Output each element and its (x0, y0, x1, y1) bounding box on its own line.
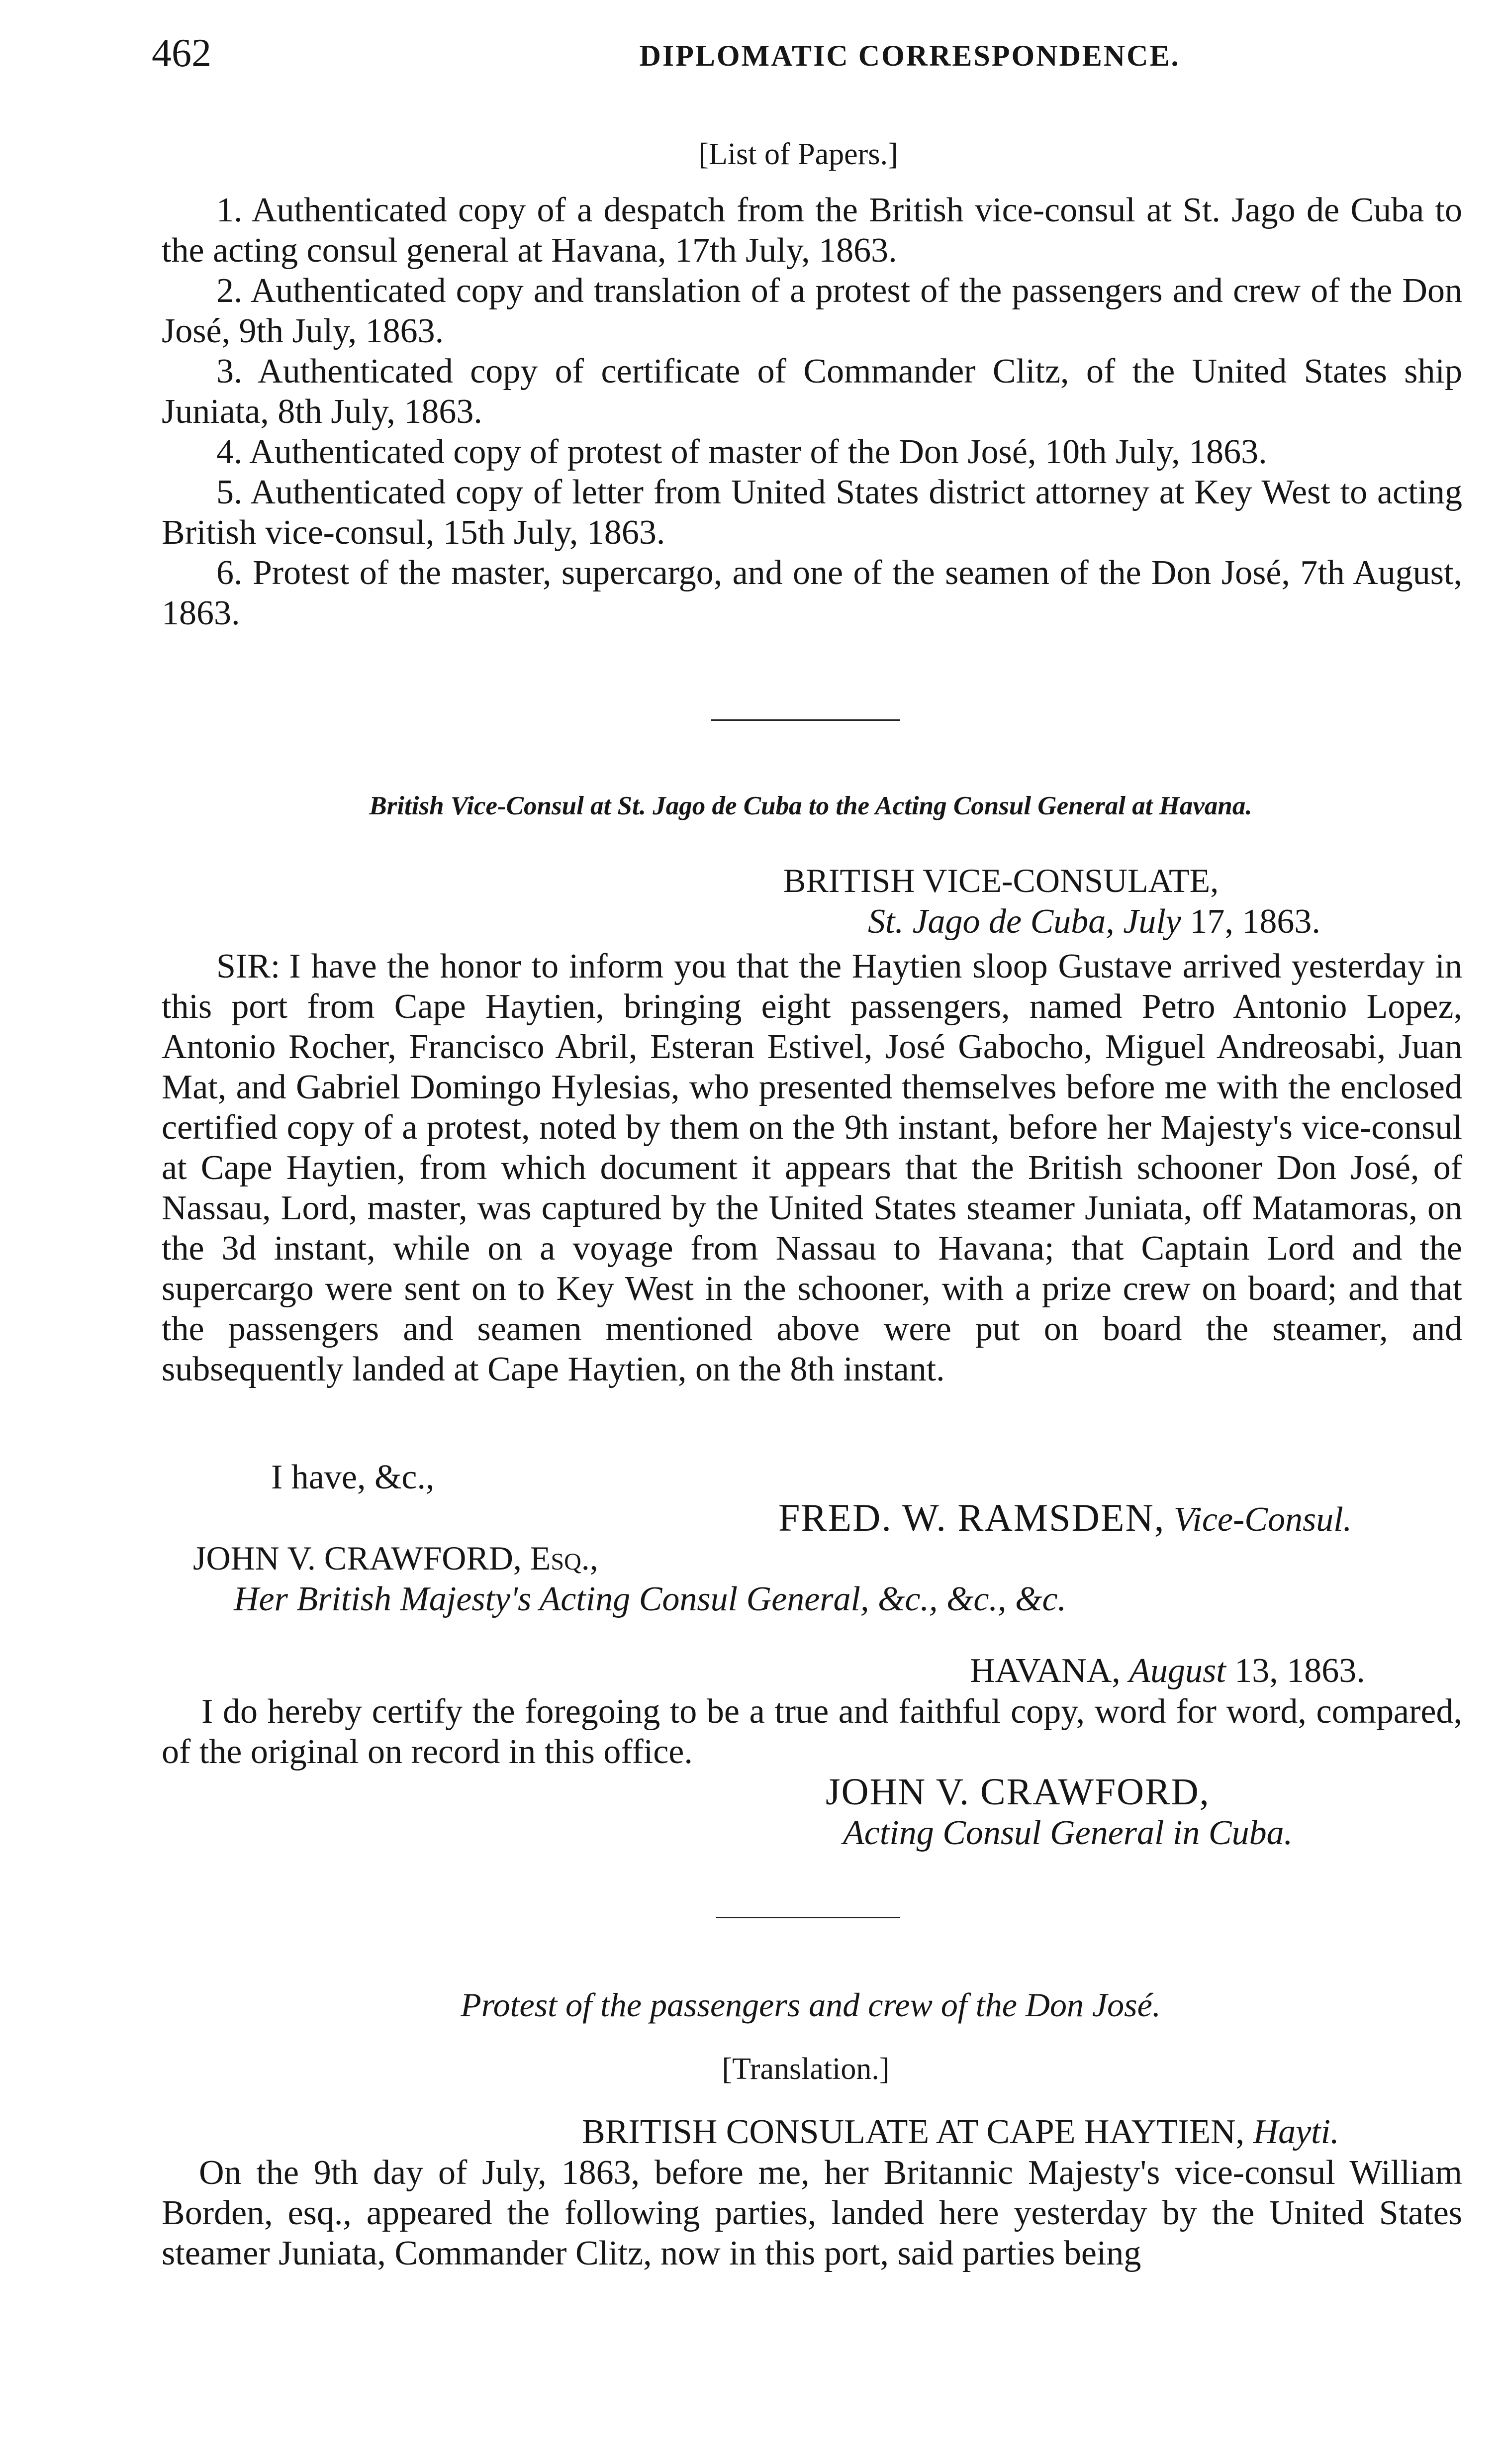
cert-day-year: 13, 1863. (1234, 1652, 1365, 1690)
translation-note: [Translation.] (722, 2052, 890, 2086)
cert-dateline (970, 1651, 1365, 1691)
cert-month: August (1129, 1652, 1226, 1690)
page-header (152, 26, 1452, 81)
list-item: 3. Authenticated copy of certificate of Commander Clitz, of the United States ship Juniata, 8th July, 1863. (162, 352, 1462, 431)
cert-place: HAVANA, (970, 1652, 1121, 1690)
signature-title: Vice-Consul. (1173, 1500, 1352, 1539)
list-title: [List of Papers.] (698, 137, 898, 171)
section-divider (711, 719, 900, 721)
recipient-title: Her British Majesty's Acting Consul General, &c., &c., &c. (234, 1580, 1067, 1618)
address-place: St. Jago de Cuba, July (868, 902, 1181, 941)
list-item: 1. Authenticated copy of a despatch from the British vice-consul at St. Jago de Cuba to the acting consul general at Havana, 17th July, 1863. (162, 191, 1462, 270)
letter-body (162, 946, 1462, 1389)
cert-signature: JOHN V. CRAWFORD, (826, 1771, 1210, 1813)
section2-title: Protest of the passengers and crew of the Don José. (461, 1986, 1161, 2024)
signature-name: FRED. W. RAMSDEN, (778, 1496, 1165, 1539)
consulate-country: Hayti. (1253, 2113, 1339, 2151)
list-item: 4. Authenticated copy of protest of master of the Don José, 10th July, 1863. (216, 433, 1267, 471)
page-number: 462 (152, 31, 211, 75)
papers-list (162, 190, 1462, 633)
salutation: SIR: (216, 947, 281, 986)
recipient-name: JOHN V. CRAWFORD, Esq., (193, 1539, 598, 1577)
letter-text: I have the honor to inform you that the Haytien sloop Gustave arrived yesterday in this port from Cape Haytien, bringing eight passengers, named Petro Antonio Lopez, Antonio Rocher, Francisco Abril, Esteran Estivel, José Gabocho, Miguel Andreosabi, Juan Mat, and Gabriel Domingo Hylesias, who presented themselves before me with the enclosed certified copy of a protest, noted by them on the 9th instant, before her Majesty's vice-consul at Cape Haytien, from which document it appears that the British schooner Don José, of Nassau, Lord, master, was captured by the United States steamer Juniata, off Matamoras, on the 3d instant, while on a voyage from Nassau to Havana; that Captain Lord and the supercargo were sent on to Key West in the schooner, with a prize crew on board; and that the passengers and seamen mentioned above were put on board the steamer, and subsequently landed at Cape Haytien, on the 8th instant. (162, 947, 1462, 1388)
cert-title: Acting Consul General in Cuba. (843, 1814, 1293, 1852)
list-item: 5. Authenticated copy of letter from United States district attorney at Key West to acting British vice-consul, 15th July, 1863. (162, 473, 1462, 552)
cert-body: I do hereby certify the foregoing to be a true and faithful copy, word for word, compared, of the original on record in this office. (162, 1692, 1462, 1771)
list-item: 2. Authenticated copy and translation of a protest of the passengers and crew of the Don José, 9th July, 1863. (162, 272, 1462, 350)
protest-body: On the 9th day of July, 1863, before me, her Britannic Majesty's vice-consul William Borden, esq., appeared the following parties, landed here yesterday by the United States steamer Juniata, Commander Clitz, now in this port, said parties being (162, 2154, 1462, 2272)
address-line2 (868, 901, 1320, 942)
consulate-line (582, 2112, 1339, 2152)
address-date: 17, 1863. (1190, 902, 1320, 941)
running-head: DIPLOMATIC CORRESPONDENCE. (639, 39, 1180, 72)
consulate-place: BRITISH CONSULATE AT CAPE HAYTIEN, (582, 2113, 1245, 2151)
list-item: 6. Protest of the master, supercargo, and one of the seamen of the Don José, 7th August, 1863. (162, 554, 1462, 632)
address-line1: BRITISH VICE-CONSULATE, (783, 862, 1219, 899)
section1-title: British Vice-Consul at St. Jago de Cuba to the Acting Consul General at Havana. (369, 791, 1252, 820)
section-divider (716, 1917, 900, 1918)
letter-closing: I have, &c., (271, 1458, 435, 1496)
signature-line (778, 1497, 1352, 1540)
